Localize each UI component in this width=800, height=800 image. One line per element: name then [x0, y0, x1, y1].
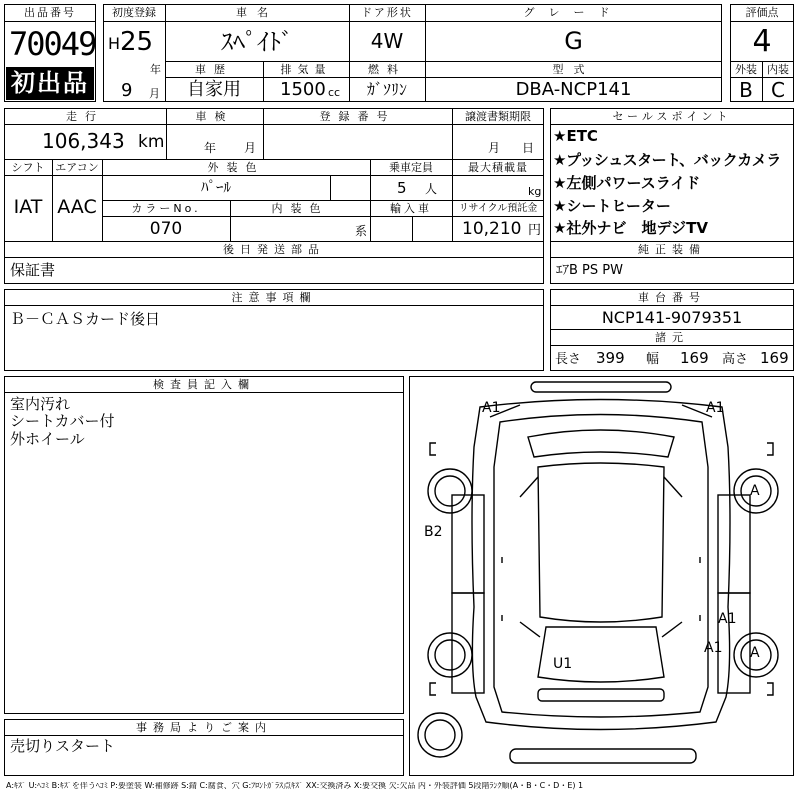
chassis-value: NCP141-9079351 [601, 308, 743, 327]
car-name-label: 車名 [236, 6, 278, 19]
car-diagram-drawing [410, 377, 793, 775]
era: H [108, 34, 121, 53]
transfer-month-unit: 月 [488, 141, 501, 155]
mileage: 106,343 [42, 129, 125, 153]
first-reg-label: 初度登録 [112, 6, 156, 19]
damage-mark-a1-right-rear: A1 [718, 611, 737, 627]
load-unit: kg [528, 185, 542, 198]
first-listing-badge: 初出品 [6, 67, 94, 100]
fuel-label: 燃料 [368, 63, 406, 76]
car-name: ｽﾍﾟｲﾄﾞ [221, 28, 293, 56]
ext-color: ﾊﾟｰﾙ [200, 178, 231, 196]
capacity: 5 [397, 179, 407, 197]
reg-no-label: 登録番号 [319, 110, 396, 123]
int-color-label: 内装色 [271, 202, 329, 215]
recycle: 10,210 [462, 219, 522, 239]
inspector-line: 外ホイール [10, 430, 85, 448]
lot-label: 出品番号 [24, 6, 76, 19]
ac: AAC [57, 196, 97, 218]
parts-label: 後日発送部品 [223, 243, 325, 256]
import-label: 輸入車 [390, 202, 432, 215]
fuel: ｶﾞｿﾘﾝ [366, 80, 407, 99]
inspector-line: シートカバー付 [10, 412, 115, 430]
width: 169 [680, 349, 709, 367]
interior-label: 内装 [767, 63, 789, 76]
capacity-unit: 人 [425, 182, 438, 196]
inspection-label: 車検 [195, 110, 234, 123]
length-label: 長さ [555, 352, 582, 367]
ac-label: エアコン [55, 161, 99, 174]
height: 169 [760, 349, 789, 367]
lot-number: 70049 [9, 25, 96, 63]
sales-point-item: ★プッシュスタート、バックカメラ [553, 151, 781, 169]
transfer-day-unit: 日 [522, 141, 535, 155]
mileage-unit: km [138, 132, 165, 152]
car-diagram [409, 376, 794, 776]
ext-color-label: 外装色 [207, 161, 265, 174]
displacement: 1500 [280, 79, 326, 100]
notes-value: Ｂ－ＣＡＳカード後日 [10, 310, 161, 328]
damage-mark-b2-left: B2 [424, 524, 443, 540]
load-label: 最大積載量 [468, 161, 528, 174]
int-color-unit: 系 [355, 224, 368, 238]
inspection-year-unit: 年 [204, 141, 217, 155]
month-unit: 月 [149, 87, 160, 100]
recycle-label: リサイクル預託金 [458, 203, 538, 214]
displacement-unit: cc [328, 86, 341, 99]
score-label: 評価点 [745, 6, 779, 19]
notes-label: 注意事項欄 [231, 291, 317, 304]
mileage-label: 走行 [66, 110, 104, 123]
year: 25 [120, 27, 154, 57]
model: DBA-NCP141 [515, 79, 632, 100]
legend: A:ｷｽﾞ U:ﾍｺﾐ B:ｷｽﾞを伴うﾍｺﾐ P:要塗装 W:補修跡 S:錆 C:腐食、穴 G:ﾌﾛﾝﾄｶﾞﾗｽ点ｷｽﾞ XX:交換済み X:要交換 欠:欠品 内・外装評価 5段階ﾗﾝｸ順(A・B・C・D・E) 1 [6, 782, 584, 790]
history-label: 車歴 [195, 63, 233, 76]
year-unit: 年 [150, 63, 161, 76]
score: 4 [752, 24, 772, 59]
damage-mark-a-right-front-wheel: A [750, 483, 760, 499]
sales-point-item: ★左側パワースライド [553, 174, 701, 192]
grade: G [564, 27, 583, 55]
exterior-label: 外装 [735, 63, 757, 76]
model-label: 型式 [552, 63, 595, 76]
exterior-grade: B [739, 78, 753, 102]
parts-value: 保証書 [10, 261, 56, 279]
sales-point-item: ★社外ナビ 地デジTV [553, 219, 708, 237]
damage-mark-a-right-rear-wheel: A [750, 645, 760, 661]
office-label: 事務局よりご案内 [136, 721, 272, 734]
door: 4W [370, 29, 404, 53]
height-label: 高さ [722, 352, 749, 367]
damage-mark-a1-front-left: A1 [482, 400, 501, 416]
specs-label: 諸元 [655, 331, 689, 344]
shift-label: シフト [11, 161, 45, 174]
sales-points-label: セールスポイント [612, 110, 732, 123]
inspector-line: 室内汚れ [10, 395, 71, 413]
shift: IAT [13, 196, 43, 218]
damage-mark-a1-right-rear2: A1 [704, 640, 723, 656]
equipment-label: 純正装備 [638, 243, 706, 256]
interior-grade: C [771, 78, 785, 102]
transfer-label: 譲渡書類期限 [465, 110, 531, 123]
color-no-label: カラーNo. [131, 202, 201, 215]
grade-label: グレード [523, 6, 624, 19]
door-label: ドア形状 [361, 6, 413, 19]
displacement-label: 排気量 [280, 63, 332, 76]
sales-point-item: ★シートヒーター [553, 197, 671, 215]
color-no: 070 [149, 219, 183, 239]
sales-point-item: ★ETC [553, 127, 598, 145]
inspector-label: 検査員記入欄 [153, 378, 255, 391]
recycle-unit: 円 [528, 223, 542, 238]
chassis-label: 車台番号 [638, 291, 706, 304]
inspection-month-unit: 月 [244, 141, 257, 155]
width-label: 幅 [646, 352, 660, 367]
damage-mark-a1-front-right: A1 [706, 400, 725, 416]
month: 9 [121, 80, 133, 101]
damage-mark-u1-rear: U1 [553, 656, 573, 672]
length: 399 [596, 349, 625, 367]
history: 自家用 [187, 79, 241, 100]
capacity-label: 乗車定員 [389, 161, 433, 174]
equipment-value: ｴｱB PS PW [556, 263, 623, 278]
office-value: 売切りスタート [10, 737, 116, 755]
